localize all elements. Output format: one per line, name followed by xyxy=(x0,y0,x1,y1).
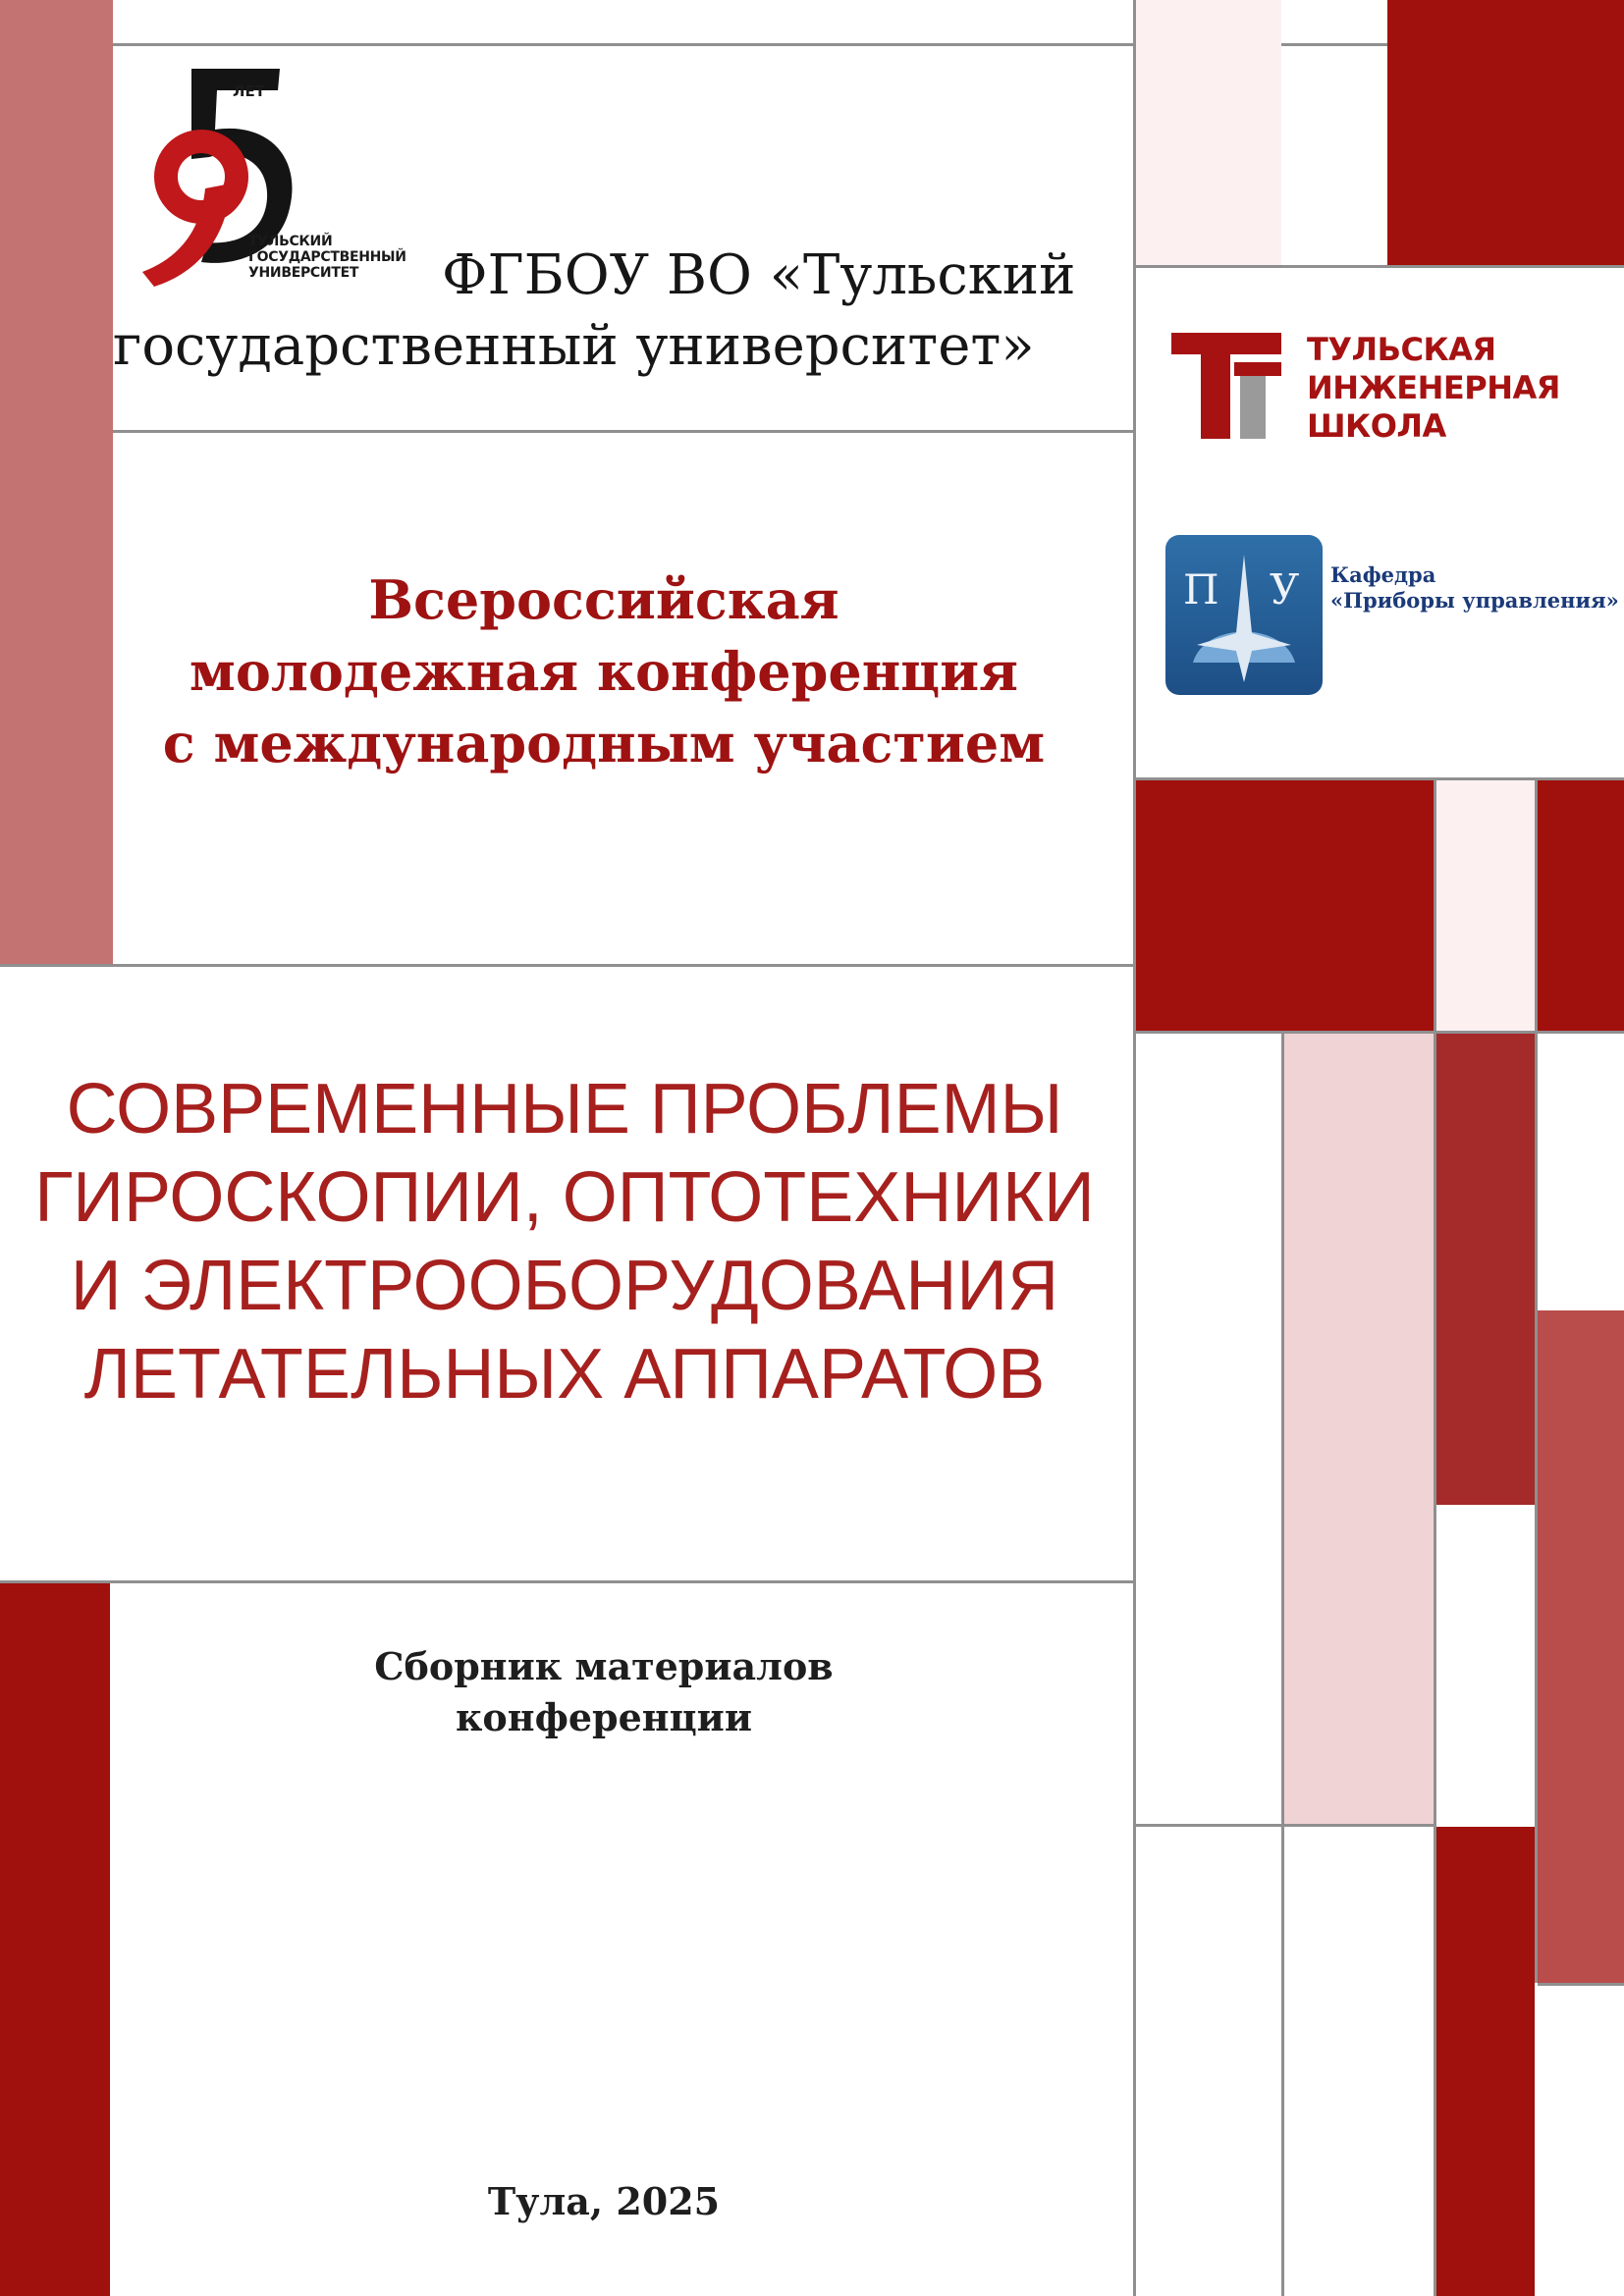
rule-top-right xyxy=(1281,43,1387,46)
rule-below-title xyxy=(0,1580,1136,1583)
emblem-letter: У xyxy=(1270,565,1300,614)
rule-right-bottom xyxy=(1538,1983,1624,1986)
rule-top xyxy=(113,43,1136,46)
rule-right-lower xyxy=(1136,1824,1436,1827)
conference-title-line: СОВРЕМЕННЫЕ ПРОБЛЕМЫ xyxy=(66,1070,1063,1148)
left-bottom-red-strip xyxy=(0,1583,110,2296)
rule-right-mid2 xyxy=(1136,1031,1624,1034)
subtitle-line: конференции xyxy=(455,1695,753,1739)
bottom-red-block xyxy=(1436,1827,1535,2296)
rule-right-mid xyxy=(1136,777,1624,780)
engineering-school-line: ШКОЛА xyxy=(1307,407,1446,445)
logo-caption-line: ТУЛЬСКИЙ xyxy=(248,234,333,249)
logo-caption-line: ГОСУДАРСТВЕННЫЙ xyxy=(248,249,406,265)
mid-right-red-block xyxy=(1538,780,1624,1031)
tula-engineering-school-logo-icon xyxy=(1171,327,1299,443)
conference-title-line: ЛЕТАТЕЛЬНЫХ АППАРАТОВ xyxy=(83,1335,1046,1414)
engineering-school-line: ИНЖЕНЕРНАЯ xyxy=(1307,369,1560,406)
emblem-letter: П xyxy=(1183,565,1219,614)
vrule-col3 xyxy=(1434,780,1436,2296)
conference-type xyxy=(79,564,1129,779)
top-faint-pink-block xyxy=(1136,0,1281,265)
tall-pale-pink-block xyxy=(1284,1034,1434,1824)
conference-type-line: с международным участием xyxy=(162,712,1046,774)
subtitle-line: Сборник материалов xyxy=(374,1644,834,1688)
publication-subtitle xyxy=(113,1641,1095,1743)
vrule-main xyxy=(1133,0,1136,2296)
logo-caption-line: УНИВЕРСИТЕТ xyxy=(248,265,359,281)
years-label: ЛЕТ xyxy=(233,82,265,100)
vrule-col4 xyxy=(1535,780,1538,1983)
conference-type-line: молодежная конференция xyxy=(189,640,1019,703)
department-line: Кафедра xyxy=(1330,562,1436,587)
organization-name-line1: ФГБОУ ВО «Тульский xyxy=(442,243,1076,307)
rule-under-org xyxy=(113,430,1136,433)
engineering-school-line: ТУЛЬСКАЯ xyxy=(1307,331,1496,368)
department-emblem xyxy=(1165,535,1323,695)
left-top-rose-strip xyxy=(0,0,113,967)
place-year: Тула, 2025 xyxy=(487,2179,721,2223)
rule-right-upper xyxy=(1136,265,1624,268)
brick-block xyxy=(1538,1310,1624,1983)
top-right-red-block xyxy=(1387,0,1624,265)
rule-above-title xyxy=(0,964,1136,967)
department-pu-emblem-icon xyxy=(1165,535,1323,695)
conference-title-line: И ЭЛЕКТРООБОРУДОВАНИЯ xyxy=(70,1247,1059,1325)
engineering-school-name xyxy=(1307,331,1560,446)
department-line: «Приборы управления» xyxy=(1330,588,1619,613)
conference-title-line: ГИРОСКОПИИ, ОПТОТЕХНИКИ xyxy=(34,1158,1095,1237)
conference-type-line: Всероссийская xyxy=(368,568,839,631)
department-name xyxy=(1330,562,1619,614)
mid-red-block xyxy=(1136,780,1434,1031)
mid-faint-pink-block xyxy=(1436,780,1535,1031)
conference-title xyxy=(0,1065,1129,1418)
organization-name xyxy=(113,240,1095,382)
vrule-col2 xyxy=(1281,1031,1284,2296)
engineering-school-logo xyxy=(1171,327,1560,445)
organization-name-line2: государственный университет» xyxy=(113,314,1035,378)
crimson-block xyxy=(1436,1034,1535,1505)
